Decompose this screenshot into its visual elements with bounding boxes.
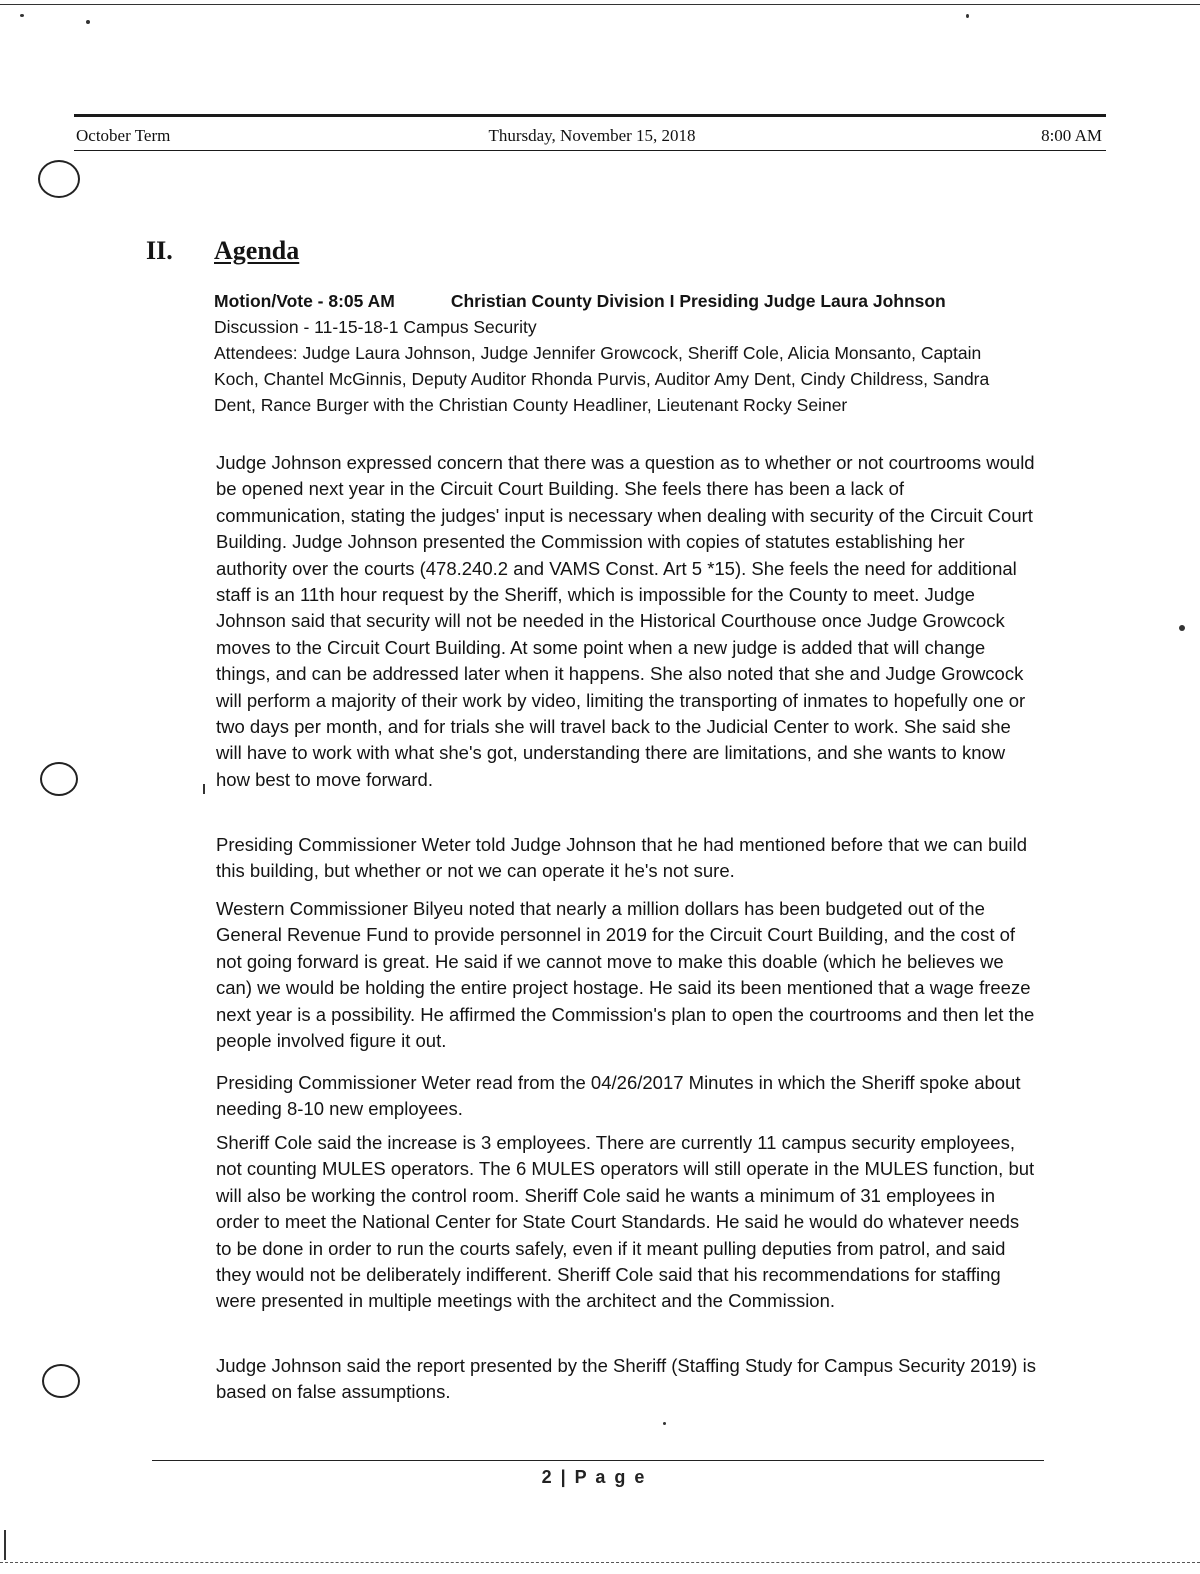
- scan-speck: [20, 14, 24, 17]
- agenda-item-meta: [214, 288, 1014, 418]
- header-time: 8:00 AM: [1041, 126, 1102, 145]
- footer-rule: [152, 1460, 1044, 1461]
- motion-line: [214, 288, 1014, 314]
- page-number: 2 | P a g e: [541, 1467, 647, 1487]
- header-term: October Term: [76, 126, 171, 145]
- scan-speck: [663, 1422, 666, 1425]
- punch-hole-middle: [40, 762, 78, 796]
- header-rule: [74, 114, 1106, 117]
- scan-speck: [203, 784, 205, 794]
- motion-title: Christian County Division I Presiding Judge Laura Johnson: [450, 291, 946, 311]
- scan-speck: [86, 20, 90, 24]
- scan-bottom-edge: [0, 1562, 1200, 1563]
- body-paragraph: Judge Johnson said the report presented by the Sheriff (Staffing Study for Campus Security 2019) is based on false assumptions.: [216, 1355, 1036, 1403]
- punch-hole-top: [38, 160, 80, 198]
- header-date: Thursday, November 15, 2018: [488, 126, 696, 145]
- attendees-line: Attendees: Judge Laura Johnson, Judge Jennifer Growcock, Sheriff Cole, Alicia Monsanto, Captain Koch, Chantel McGinnis, Deputy Auditor Rhonda Purvis, Auditor Amy Dent, Cindy Childress, Sandra Dent, Rance Burger with the Christian County Headliner, Lieutenant Rocky Seiner: [214, 343, 990, 415]
- scan-top-edge: [0, 4, 1200, 5]
- body-paragraph: Judge Johnson expressed concern that there was a question as to whether or not courtrooms would be opened next year in the Circuit Court Building. She feels there has been a lack of communication, stating the judges' input is necessary when dealing with security of the Circuit Court Building. Judge Johnson presented the Commission with copies of statutes establishing her authority over the courts (478.240.2 and VAMS Const. Art 5 *15). She feels the need for additional staff is an 11th hour request by the Sheriff, which is impossible for the County to meet. Judge Johnson said that security will not be needed in the Historical Courthouse once Judge Growcock moves to the Circuit Court Building. At some point when a new judge is added that will change things, and can be addressed later when it happens. She also noted that she and Judge Growcock will perform a majority of their work by video, limiting the transporting of inmates to hopefully one or two days per month, and for trials she will travel back to the Judicial Center to work. She said she will have to work with what she's got, understanding there are limitations, and she wants to know how best to move forward.: [216, 452, 1035, 790]
- scan-speck: [1179, 625, 1185, 631]
- discussion-line: Discussion - 11-15-18-1 Campus Security: [214, 317, 537, 337]
- section-number: II.: [146, 236, 173, 265]
- body-paragraph: Presiding Commissioner Weter told Judge Johnson that he had mentioned before that we can build this building, but whether or not we can operate it he's not sure.: [216, 834, 1028, 882]
- header-rule-bottom: [74, 150, 1106, 151]
- body-paragraph: Sheriff Cole said the increase is 3 employees. There are currently 11 campus security employees, not counting MULES operators. The 6 MULES operators will still operate in the MULES function, but will also be working the control room. Sheriff Cole said he wants a minimum of 31 employees in order to meet the National Center for State Court Standards. He said he would do whatever needs to be done in order to run the courts safely, even if it meant pulling deputies from patrol, and said they would not be deliberately indifferent. Sheriff Cole said that his recommendations for staffing were presented in multiple meetings with the architect and the Commission.: [216, 1132, 1035, 1312]
- punch-hole-bottom: [42, 1364, 80, 1398]
- scan-speck: [966, 14, 969, 18]
- body-paragraph: Western Commissioner Bilyeu noted that nearly a million dollars has been budgeted out of the General Revenue Fund to provide personnel in 2019 for the Circuit Court Building, and the cost of not going forward is great. He said if we cannot move to make this doable (which he believes we can) we would be holding the entire project hostage. He said its been mentioned that a wage freeze next year is a possibility. He affirmed the Commission's plan to open the courtrooms and then let the people involved figure it out.: [216, 898, 1035, 1052]
- motion-label: Motion/Vote - 8:05 AM: [214, 291, 395, 311]
- body-paragraph: Presiding Commissioner Weter read from the 04/26/2017 Minutes in which the Sheriff spoke about needing 8-10 new employees.: [216, 1072, 1021, 1120]
- section-title: Agenda: [214, 236, 300, 265]
- scan-speck: [4, 1530, 6, 1560]
